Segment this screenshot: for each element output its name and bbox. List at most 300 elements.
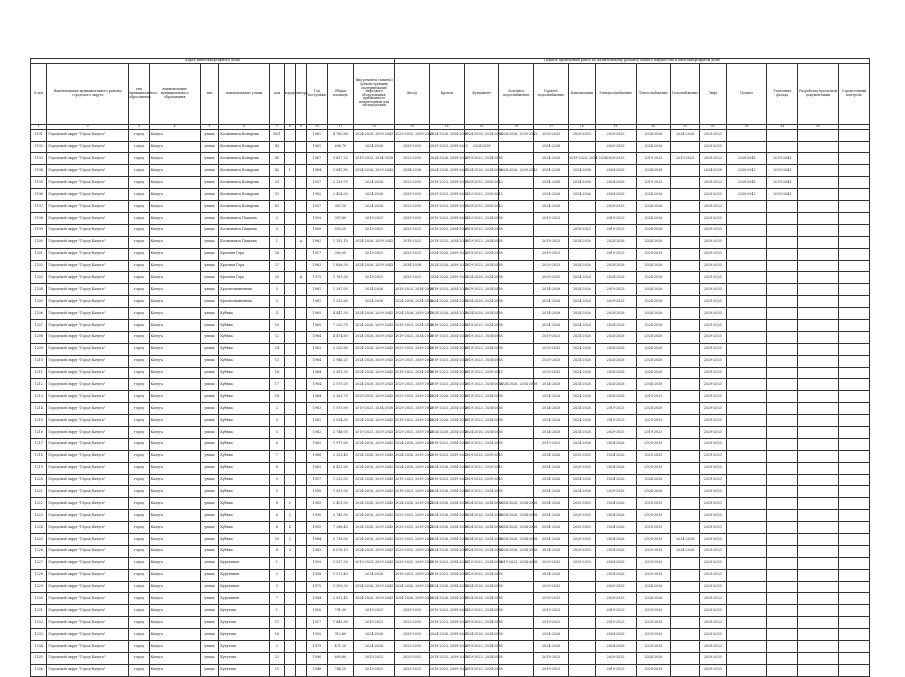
cell-c10 (671, 296, 700, 308)
cell-t: город (129, 177, 149, 189)
cell-c1: 2024-2026 (354, 296, 395, 308)
cell-mo: Калуга (149, 569, 200, 581)
cell-c11: 2029-2033 (699, 486, 726, 498)
cell-c1: 2024-2026, 2039-2043 (354, 522, 395, 534)
cell-sn: Космонавта Комарова (219, 153, 270, 165)
cell-ok: Городской округ "Город Калуга" (47, 403, 129, 415)
cell-t: город (129, 617, 149, 629)
cell-c3: 2019-2023, 2034-2038 (429, 224, 464, 236)
cell-c7: 2024-2026 (569, 260, 596, 272)
cell-c7: 2024-2026 (569, 331, 596, 343)
cell-ok: Городской округ "Город Калуга" (47, 308, 129, 320)
cell-c4: 2019-2023, 2034-2038 (464, 236, 499, 248)
cell-t: город (129, 641, 149, 653)
cell-c1: 2024-2026, 2039-2043 (354, 474, 395, 486)
cell-y: 1963 (307, 403, 327, 415)
cell-c4: 2024-2026, 2034-2038 (464, 296, 499, 308)
cell-n: 1224 (31, 522, 47, 534)
cell-t: город (129, 141, 149, 153)
cell-c6: 2024-2026 (534, 522, 569, 534)
cell-sn: Кубяка (219, 331, 270, 343)
cell-c5 (499, 391, 534, 403)
cell-c10 (671, 617, 700, 629)
cell-empty (839, 165, 870, 177)
cell-st: улица (200, 498, 218, 510)
cell-c9: 2029-2033 (636, 605, 671, 617)
cell-c13 (767, 569, 798, 581)
cell-c12 (726, 664, 767, 676)
cell-st: улица (200, 664, 218, 676)
cell-n: 1196 (31, 189, 47, 201)
cell-c7: 2024-2026 (569, 474, 596, 486)
cell-empty (839, 426, 870, 438)
cell-n: 1209 (31, 343, 47, 355)
cell-mo: Калуга (149, 224, 200, 236)
table-row (31, 212, 870, 224)
cell-h: 25 (270, 272, 284, 284)
cell-c11: 2029-2033 (699, 248, 726, 260)
cell-c10 (671, 426, 700, 438)
cell-c6: 2024-2026 (534, 201, 569, 213)
cell-c9: 2029-2033 (636, 641, 671, 653)
cell-mo: Калуга (149, 201, 200, 213)
cell-ok: Городской округ "Город Калуга" (47, 486, 129, 498)
cell-empty (839, 201, 870, 213)
cell-h: 12 (270, 331, 284, 343)
cell-ok: Городской округ "Город Калуга" (47, 533, 129, 545)
cell-c4: 2024-2026, 2034-2038 (464, 545, 499, 557)
column-number: 23 (726, 124, 767, 129)
cell-c13: 2039-2043 (767, 165, 798, 177)
cell-c8: 2029-2033 (595, 652, 636, 664)
cell-c7: 2024-2026 (569, 367, 596, 379)
cell-lt (295, 462, 306, 474)
cell-st: улица (200, 177, 218, 189)
cell-mo: Калуга (149, 617, 200, 629)
cell-c4: 2024-2026, 2034-2038 (464, 510, 499, 522)
cell-a: 2 424,00 (327, 189, 354, 201)
cell-c10 (671, 403, 700, 415)
cell-sn: Космонавта Пацаева (219, 236, 270, 248)
cell-c13: 2039-2043 (767, 153, 798, 165)
cell-sn: Кутузова (219, 605, 270, 617)
cell-c1: 2024-2026, 2039-2043 (354, 510, 395, 522)
cell-a: 7 220,70 (327, 319, 354, 331)
cell-empty (839, 296, 870, 308)
cell-c2: 2024-2026, 2039-2043 (395, 498, 430, 510)
cell-c2: 2029-2033, 2039-2043 (395, 533, 430, 545)
cell-c2: 2029-2033 (395, 641, 430, 653)
cell-c8: 2024-2026 (595, 343, 636, 355)
cell-c6: 2024-2026 (534, 510, 569, 522)
cell-lt (295, 379, 306, 391)
cell-st: улица (200, 224, 218, 236)
cell-t: город (129, 129, 149, 141)
cell-c13 (767, 522, 798, 534)
cell-c4: 2019-2023, 2034-2038 (464, 319, 499, 331)
cell-y: 1961 (307, 284, 327, 296)
cell-c7 (569, 593, 596, 605)
cell-c3: 2024-2026, 2034-2038 (429, 522, 464, 534)
cell-c10 (671, 224, 700, 236)
cell-c9: 2024-2026 (636, 403, 671, 415)
cell-t: город (129, 462, 149, 474)
cell-empty (798, 153, 839, 165)
cell-mo: Калуга (149, 296, 200, 308)
cell-c4: 2019-2023, 2034-2038 (464, 153, 499, 165)
cell-c7: 2024-2026 (569, 284, 596, 296)
cell-empty (839, 438, 870, 450)
cell-c10 (671, 308, 700, 320)
cell-a: 1 233,50 (327, 474, 354, 486)
cell-n: 1228 (31, 569, 47, 581)
cell-empty (839, 212, 870, 224)
cell-c4: 2019-2023, 2039-2043 (464, 367, 499, 379)
cell-c8: 2024-2026 (595, 450, 636, 462)
cell-c11: 2029-2033 (699, 426, 726, 438)
cell-h: 5 (270, 581, 284, 593)
cell-c9: 2024-2026 (636, 236, 671, 248)
cell-a: 3 034,30 (327, 415, 354, 427)
cell-n: 1223 (31, 510, 47, 522)
cell-c1: 2019-2023 (354, 212, 395, 224)
cell-c5 (499, 403, 534, 415)
cell-c4: 2024-2026, 2034-2038 (464, 581, 499, 593)
cell-t: город (129, 652, 149, 664)
cell-c3: 2019-2023, 2034-2038 (429, 355, 464, 367)
cell-empty (798, 272, 839, 284)
cell-t: город (129, 212, 149, 224)
cell-c11: 2029-2033 (699, 569, 726, 581)
cell-c2: 2029-2033, 2039-2043 (395, 426, 430, 438)
cell-n: 1191 (31, 129, 47, 141)
cell-c12 (726, 652, 767, 664)
cell-c8: 2029-2033 (595, 201, 636, 213)
cell-t: город (129, 308, 149, 320)
cell-c9: 2024-2026 (636, 189, 671, 201)
cell-c12 (726, 593, 767, 605)
table-row (31, 522, 870, 534)
cell-ok: Городской округ "Город Калуга" (47, 415, 129, 427)
column-header: Холодное водоснабжение (499, 63, 534, 124)
cell-c7: 2029-2033 (569, 129, 596, 141)
cell-mo: Калуга (149, 486, 200, 498)
cell-c1: 2024-2026, 2039-2043 (354, 486, 395, 498)
cell-k (284, 331, 295, 343)
cell-c4: 2024-2026, 2034-2038 (464, 272, 499, 284)
cell-c3: 2024-2026, 2034-2038 (429, 581, 464, 593)
cell-c6: 2029-2033 (534, 343, 569, 355)
cell-c11: 2029-2033 (699, 212, 726, 224)
cell-a: 3 263,70 (327, 391, 354, 403)
cell-y: 1962 (307, 260, 327, 272)
table-row (31, 367, 870, 379)
cell-y: 1962 (307, 438, 327, 450)
cell-t: город (129, 272, 149, 284)
cell-lt (295, 224, 306, 236)
cell-c2: 2029-2033, 2039-2043 (395, 557, 430, 569)
cell-c5 (499, 153, 534, 165)
cell-k (284, 272, 295, 284)
cell-c11: 2029-2033 (699, 664, 726, 676)
cell-t: город (129, 593, 149, 605)
cell-lt (295, 486, 306, 498)
cell-c1: 2024-2026, 2039-2043 (354, 343, 395, 355)
cell-empty (798, 248, 839, 260)
cell-c2: 2019-2023, 2034-2038 (395, 284, 430, 296)
cell-empty (798, 569, 839, 581)
cell-c12 (726, 391, 767, 403)
cell-c5 (499, 426, 534, 438)
cell-a: 1 323,60 (327, 296, 354, 308)
column-header: наименование муниципального образования (149, 63, 200, 124)
cell-y: 1962 (307, 236, 327, 248)
cell-lt (295, 367, 306, 379)
cell-sn: Кубяка (219, 486, 270, 498)
table-row (31, 617, 870, 629)
cell-n: 1205 (31, 296, 47, 308)
column-number: 8 (284, 124, 295, 129)
cell-c13 (767, 236, 798, 248)
cell-c11: 2029-2033 (699, 557, 726, 569)
cell-sn: Кубяка (219, 403, 270, 415)
cell-c1: 2019-2023 (354, 248, 395, 260)
cell-n: 1211 (31, 367, 47, 379)
cell-c13 (767, 545, 798, 557)
cell-c9: 2024-2026 (636, 581, 671, 593)
cell-mo: Калуга (149, 450, 200, 462)
cell-lt (295, 212, 306, 224)
column-number: 21 (671, 124, 700, 129)
cell-c1: 2019-2023, 2039-2043 (354, 557, 395, 569)
cell-empty (839, 331, 870, 343)
cell-a: 1 836,50 (327, 260, 354, 272)
cell-st: улица (200, 617, 218, 629)
cell-c10 (671, 248, 700, 260)
cell-c4: 2019-2023, 2034-2038 (464, 617, 499, 629)
cell-empty (839, 641, 870, 653)
cell-c11: 2029-2033 (699, 533, 726, 545)
cell-c4: 2024-2026, 2034-2038 (464, 522, 499, 534)
cell-k (284, 652, 295, 664)
cell-c3: 2019-2023, 2034-2038 (429, 403, 464, 415)
cell-lt (295, 605, 306, 617)
cell-y: 1958 (307, 569, 327, 581)
cell-st: улица (200, 129, 218, 141)
cell-ok: Городской округ "Город Калуга" (47, 343, 129, 355)
cell-sn: Кутузова (219, 664, 270, 676)
cell-c5 (499, 331, 534, 343)
cell-c5: 2024-2026, 2034-2038 (499, 379, 534, 391)
cell-c6: 2019-2023 (534, 438, 569, 450)
cell-k (284, 177, 295, 189)
cell-c10 (671, 581, 700, 593)
table-row (31, 474, 870, 486)
cell-empty (839, 652, 870, 664)
cell-c11: 2029-2033 (699, 367, 726, 379)
column-number: 17 (534, 124, 569, 129)
cell-a: 4 780,80 (327, 129, 354, 141)
cell-c10 (671, 201, 700, 213)
cell-sn: Краснознаменная (219, 284, 270, 296)
cell-c7: 2024-2026 (569, 415, 596, 427)
cell-y: 1964 (307, 391, 327, 403)
cell-c3: 2024-2026, 2034-2038 (429, 462, 464, 474)
cell-c9: 2024-2026 (636, 224, 671, 236)
cell-y: 1961 (307, 296, 327, 308)
cell-c10 (671, 212, 700, 224)
cell-c10 (671, 355, 700, 367)
cell-c13 (767, 379, 798, 391)
cell-sn: Красная Гора (219, 260, 270, 272)
cell-n: 1219 (31, 462, 47, 474)
cell-c1: 2024-2026, 2039-2043 (354, 545, 395, 557)
cell-c3: 2019-2023, 2039-2043 (429, 212, 464, 224)
cell-c6: 2019-2023 (534, 236, 569, 248)
table-row (31, 224, 870, 236)
cell-empty (839, 474, 870, 486)
cell-mo: Калуга (149, 629, 200, 641)
cell-c10 (671, 189, 700, 201)
cell-c4: 2024-2026 (464, 141, 499, 153)
cell-c4: 2019-2023, 2034-2038 (464, 224, 499, 236)
column-number: 18 (569, 124, 596, 129)
cell-c8: 2024-2026 (595, 498, 636, 510)
cell-h: 3 (270, 415, 284, 427)
cell-c7: 2024-2026 (569, 391, 596, 403)
cell-c3: 2024-2026, 2034-2038 (429, 296, 464, 308)
cell-c6: 2024-2026 (534, 462, 569, 474)
table-row (31, 569, 870, 581)
cell-y: 1917 (307, 617, 327, 629)
cell-ok: Городской округ "Город Калуга" (47, 319, 129, 331)
cell-a: 1 573,90 (327, 403, 354, 415)
cell-empty (798, 165, 839, 177)
cell-n: 1212 (31, 379, 47, 391)
cell-c5 (499, 462, 534, 474)
cell-c7 (569, 617, 596, 629)
cell-c3: 2024-2026, 2034-2038 (429, 415, 464, 427)
cell-c7 (569, 652, 596, 664)
cell-a: 3 657,20 (327, 153, 354, 165)
cell-c9: 2029-2033 (636, 533, 671, 545)
cell-n: 1218 (31, 450, 47, 462)
cell-c2: 2029-2033 (395, 224, 430, 236)
cell-a: 3 745,90 (327, 510, 354, 522)
cell-c12 (726, 141, 767, 153)
cell-t: город (129, 260, 149, 272)
cell-st: улица (200, 545, 218, 557)
cell-empty (839, 510, 870, 522)
address-group-header: Адрес многоквартирного дома (31, 59, 395, 64)
cell-a: 1 537,50 (327, 557, 354, 569)
cell-c5: 2024-2026, 2039-2043 (499, 129, 534, 141)
cell-c3: 2019-2023, 2034-2038 (429, 331, 464, 343)
cell-c10 (671, 272, 700, 284)
cell-empty (839, 272, 870, 284)
table-row (31, 308, 870, 320)
cell-h: 1 (270, 486, 284, 498)
cell-c4: 2019-2023, 2034-2038 (464, 664, 499, 676)
cell-a: 608,70 (327, 141, 354, 153)
cell-c13 (767, 201, 798, 213)
cell-c9: 2019-2023 (636, 153, 671, 165)
cell-c13 (767, 533, 798, 545)
cell-ok: Городской округ "Город Калуга" (47, 450, 129, 462)
cell-lt (295, 355, 306, 367)
cell-empty (798, 343, 839, 355)
cell-c11: 2029-2033 (699, 498, 726, 510)
cell-y: 1957 (307, 474, 327, 486)
cell-c8: 2024-2026 (595, 367, 636, 379)
cell-c1: 2024-2026 (354, 177, 395, 189)
cell-y: 1957 (307, 201, 327, 213)
cell-a: 6 076,10 (327, 545, 354, 557)
cell-c2: 2019-2023, 2034-2038 (395, 331, 430, 343)
cell-n: 1233 (31, 629, 47, 641)
cell-empty (839, 522, 870, 534)
cell-c4: 2019-2023, 2034-2038 (464, 379, 499, 391)
cell-c2: 2029-2033 (395, 617, 430, 629)
cell-c4: 2019-2023, 2034-2038 (464, 403, 499, 415)
cell-t: город (129, 391, 149, 403)
cell-st: улица (200, 426, 218, 438)
cell-mo: Калуга (149, 605, 200, 617)
cell-c3: 2019-2023, 2039-2043 (429, 450, 464, 462)
cell-c2: 2029-2033, 2039-2043 (395, 129, 430, 141)
column-header: Вид ремонта (замена) (реконструкция/модернизация) лифтового оборудования, признанного непригодным для эксплуатации (354, 63, 395, 124)
cell-c3: 2029-2033, 2039-2043 (429, 141, 464, 153)
cell-sn: Красная Гора (219, 272, 270, 284)
cell-c3: 2019-2023, 2034-2038 (429, 319, 464, 331)
cell-st: улица (200, 403, 218, 415)
cell-lt (295, 201, 306, 213)
cell-t: город (129, 498, 149, 510)
cell-ok: Городской округ "Город Калуга" (47, 652, 129, 664)
cell-t: город (129, 379, 149, 391)
cell-a: 3 946,20 (327, 355, 354, 367)
cell-k (284, 224, 295, 236)
cell-c8: 2024-2026 (595, 533, 636, 545)
cell-c11: 2029-2033 (699, 438, 726, 450)
cell-c7: 2029-2033 (569, 557, 596, 569)
cell-empty (798, 308, 839, 320)
cell-empty (798, 403, 839, 415)
cell-a: 1 573,40 (327, 569, 354, 581)
cell-empty (798, 664, 839, 676)
cell-c4: 2019-2023, 2039-2043 (464, 189, 499, 201)
cell-mo: Калуга (149, 545, 200, 557)
cell-a: 912,60 (327, 629, 354, 641)
cell-a: 695,60 (327, 652, 354, 664)
cell-a: 3 301,30 (327, 367, 354, 379)
cell-c3: 2019-2023, 2039-2043 (429, 605, 464, 617)
cell-c9: 2024-2026 (636, 129, 671, 141)
cell-mo: Калуга (149, 593, 200, 605)
cell-lt (295, 557, 306, 569)
cell-t: город (129, 569, 149, 581)
cell-y: 1996 (307, 652, 327, 664)
cell-k: 2 (284, 510, 295, 522)
cell-n: 1230 (31, 593, 47, 605)
cell-ok: Городской округ "Город Калуга" (47, 224, 129, 236)
cell-c7: 2029-2033 (569, 522, 596, 534)
cell-c12 (726, 438, 767, 450)
table-body (31, 129, 870, 676)
cell-c11: 2029-2033 (699, 379, 726, 391)
cell-c12 (726, 605, 767, 617)
cell-sn: Кубяка (219, 438, 270, 450)
